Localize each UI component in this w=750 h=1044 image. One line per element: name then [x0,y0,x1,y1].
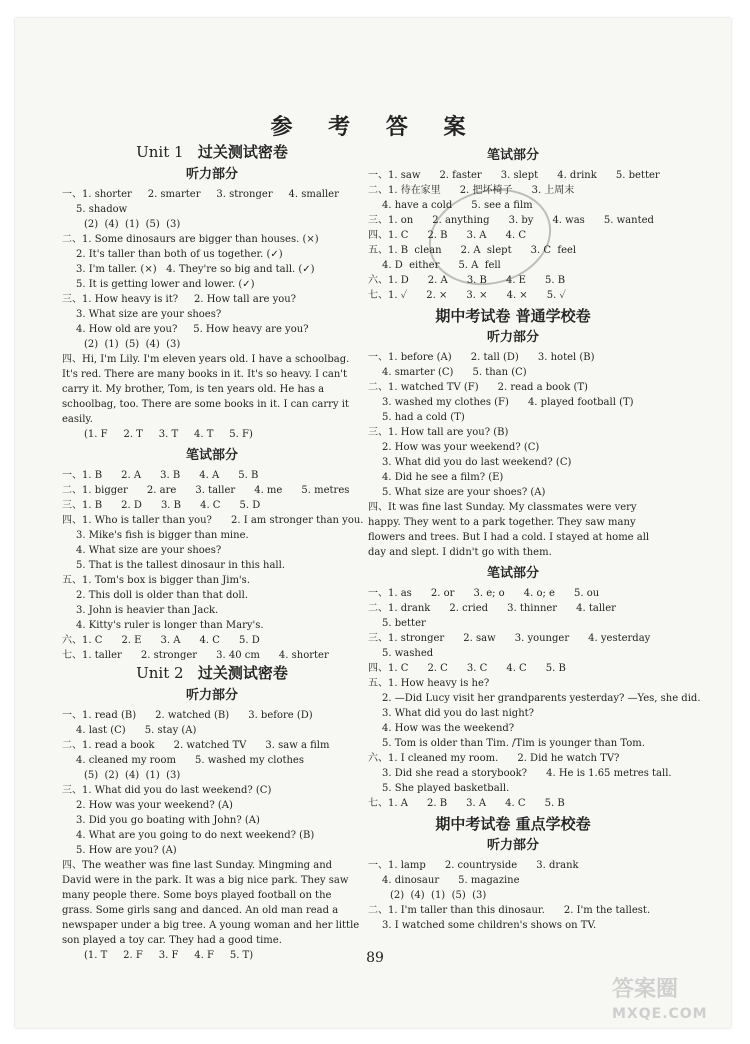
site-watermark-logo [612,978,708,1026]
answer-line: 4. Did he see a film? (E) [382,472,504,483]
answer-line: 5. shadow [76,204,128,215]
answer-line: 4. Kitty's ruler is longer than Mary's. [76,620,264,631]
answer-line: 三、1. How tall are you? (B) [368,427,509,438]
answer-line: 3. Did you go boating with John? (A) [76,815,260,826]
answer-line: 二、1. bigger 2. are 3. taller 4. me 5. metres [62,485,350,496]
answer-line: 5. Tom is older than Tim. /Tim is younger than Tom. [382,738,645,749]
answer-line: 五、1. How heavy is he? [368,678,490,689]
u2-listen-title: 听力部分 [185,688,238,703]
mid1-write-title: 笔试部分 [486,566,539,581]
left-column [62,142,362,963]
answer-line: 六、1. C 2. E 3. A 4. C 5. D [62,635,260,646]
r-write-title: 笔试部分 [486,148,539,163]
answer-line: 2. How was your weekend? (A) [76,800,233,811]
answer-line: 五、1. B clean 2. A slept 3. C feel [368,245,577,256]
answer-line: 3. What did you do last weekend? (C) [382,457,572,468]
answer-line: 4. How was the weekend? [382,723,515,734]
answer-line: 5. What size are your shoes? (A) [382,487,546,498]
mid1-paragraph: 四、It was fine last Sunday. My classmates were very happy. They went to a park together. They saw many flowers and trees. But I had a cold. I stayed at home all day and slept. I didn't go with them. [368,502,650,558]
answer-line: 3. I'm taller. (×) 4. They're so big and tall. (✓) [76,264,315,275]
answer-line: 三、1. What did you do last weekend? (C) [62,785,272,796]
answer-line: 七、1. taller 2. stronger 3. 40 cm 4. shorter [62,650,329,661]
answer-line: 四、1. Who is taller than you? 2. I am stronger than you. [62,515,364,526]
answer-line: (2) (1) (5) (4) (3) [84,339,181,350]
answer-line: 4. last (C) 5. stay (A) [76,725,197,736]
answer-line: 二、1. Some dinosaurs are bigger than houses. (×) [62,234,319,245]
answer-line: 5. How are you? (A) [76,845,177,856]
answer-line: 一、1. read (B) 2. watched (B) 3. before (D) [62,710,313,721]
mid1-exam-title: 期中考试卷 普通学校卷 [435,307,591,325]
u1-paragraph-answers: (1. F 2. T 3. T 4. T 5. F) [84,429,253,440]
answer-line: 5. That is the tallest dinosaur in this hall. [76,560,285,571]
answer-line: 5. better [382,618,426,629]
u2-listen-list [62,708,362,858]
unit2-heading-text: 过关测试密卷 [197,664,288,682]
watermark-main: 答案圈 [612,977,679,1002]
u1-listen-title: 听力部分 [185,167,238,182]
answer-line: 一、1. B 2. A 3. B 4. A 5. B [62,470,259,481]
mid1-write-list [368,586,701,811]
answer-line: 5. washed [382,648,434,659]
answer-line: 5. had a cold (T) [382,412,465,423]
r-write-list [368,168,658,303]
right-column [368,142,701,933]
answer-line: 三、1. stronger 2. saw 3. younger 4. yesterday [368,633,651,644]
answer-line: 4. dinosaur 5. magazine [382,875,520,886]
unit1-heading-text: 过关测试密卷 [197,143,288,161]
answer-line: 六、1. D 2. A 3. B 4. E 5. B [368,275,566,286]
page-title: 参 考 答 案 [270,114,480,140]
answer-line: 二、1. read a book 2. watched TV 3. saw a film [62,740,330,751]
answer-line: 三、1. B 2. D 3. B 4. C 5. D [62,500,261,511]
u2-paragraph-answers: (1. T 2. F 3. F 4. F 5. T) [84,950,254,961]
answer-line: 4. smarter (C) 5. than (C) [382,367,527,378]
u1-write-title: 笔试部分 [185,448,238,463]
watermark-sub: MXQE.COM [612,1006,708,1022]
unit1-heading [62,145,362,160]
answer-line: 一、1. saw 2. faster 3. slept 4. drink 5. better [368,170,660,181]
answer-line: 3. Mike's fish is bigger than mine. [76,530,249,541]
answer-line: 三、1. How heavy is it? 2. How tall are you? [62,294,297,305]
answer-line: 3. What did you do last night? [382,708,535,719]
unit2-heading [62,666,362,681]
mid1-listen-title: 听力部分 [486,330,539,345]
answer-line: 3. I watched some children's shows on TV. [382,920,597,931]
answer-line: 4. D either 5. A fell [382,260,501,271]
answer-line: 4. cleaned my room 5. washed my clothes [76,755,304,766]
answer-line: 3. John is heavier than Jack. [76,605,219,616]
answer-line: 一、1. shorter 2. smarter 3. stronger 4. smaller [62,189,339,200]
u2-paragraph: 四、The weather was fine last Sunday. Mingming and David were in the park. It was a big nice park. They saw many people there. Some boys played football on the grass. Some girls sang and danced. An old man read a newspaper under a big tree. A young woman and her little son played a toy car. They had a good time. [62,860,360,946]
u1-write-list [62,468,362,663]
answer-line: (2) (4) (1) (5) (3) [390,890,487,901]
answer-line: (2) (4) (1) (5) (3) [84,219,181,230]
answer-line: 四、1. C 2. B 3. A 4. C [368,230,526,241]
answer-line: 一、1. before (A) 2. tall (D) 3. hotel (B) [368,352,595,363]
answer-line: 一、1. as 2. or 3. e; o 4. o; e 5. ou [368,588,600,599]
answer-line: 二、1. watched TV (F) 2. read a book (T) [368,382,588,393]
answer-line: 七、1. ✓ 2. × 3. × 4. × 5. ✓ [368,290,566,301]
answer-line: (5) (2) (4) (1) (3) [84,770,181,781]
answer-line: 2. It's taller than both of us together. (✓) [76,249,283,260]
answer-line: 3. washed my clothes (F) 4. played football (T) [382,397,634,408]
answer-line: 四、1. C 2. C 3. C 4. C 5. B [368,663,566,674]
answer-line: 三、1. on 2. anything 3. by 4. was 5. wanted [368,215,654,226]
unit2-name: Unit 2 [136,664,184,682]
answer-line: 4. How old are you? 5. How heavy are you? [76,324,309,335]
u1-paragraph: 四、Hi, I'm Lily. I'm eleven years old. I have a schoolbag. It's red. There are many books in it. It's so heavy. I can't carry it. My brother, Tom, is ten years old. He has a schoolbag, too. There are some books in it. I can carry it easily. [62,354,350,425]
answer-line: 4. What are you going to do next weekend? (B) [76,830,315,841]
answer-line: 一、1. lamp 2. countryside 3. drank [368,860,579,871]
answer-line: 3. What size are your shoes? [76,309,222,320]
answer-line: 2. How was your weekend? (C) [382,442,540,453]
answer-line: 2. —Did Lucy visit her grandparents yesterday? —Yes, she did. [382,693,701,704]
mid2-exam-title: 期中考试卷 重点学校卷 [435,815,591,833]
answer-line: 5. It is getting lower and lower. (✓) [76,279,255,290]
u1-listen-list [62,187,362,352]
mid1-listen-list [368,350,658,500]
answer-line: 二、1. I'm taller than this dinosaur. 2. I'm the tallest. [368,905,651,916]
answer-line: 六、1. I cleaned my room. 2. Did he watch TV? [368,753,620,764]
page-number: 89 [366,950,384,966]
answer-line: 4. have a cold 5. see a film [382,200,533,211]
mid2-listen-title: 听力部分 [486,838,539,853]
answer-line: 二、1. drank 2. cried 3. thinner 4. taller [368,603,616,614]
answer-line: 4. What size are your shoes? [76,545,222,556]
answer-line: 七、1. A 2. B 3. A 4. C 5. B [368,798,565,809]
answer-line: 3. Did she read a storybook? 4. He is 1.65 metres tall. [382,768,672,779]
unit1-name: Unit 1 [136,143,184,161]
answer-line: 2. This doll is older than that doll. [76,590,248,601]
mid2-listen-list [368,858,658,933]
answer-line: 5. She played basketball. [382,783,510,794]
answer-line: 五、1. Tom's box is bigger than Jim's. [62,575,250,586]
answer-line: 二、1. 待在家里 2. 把坏椅子 3. 上周末 [368,185,575,196]
